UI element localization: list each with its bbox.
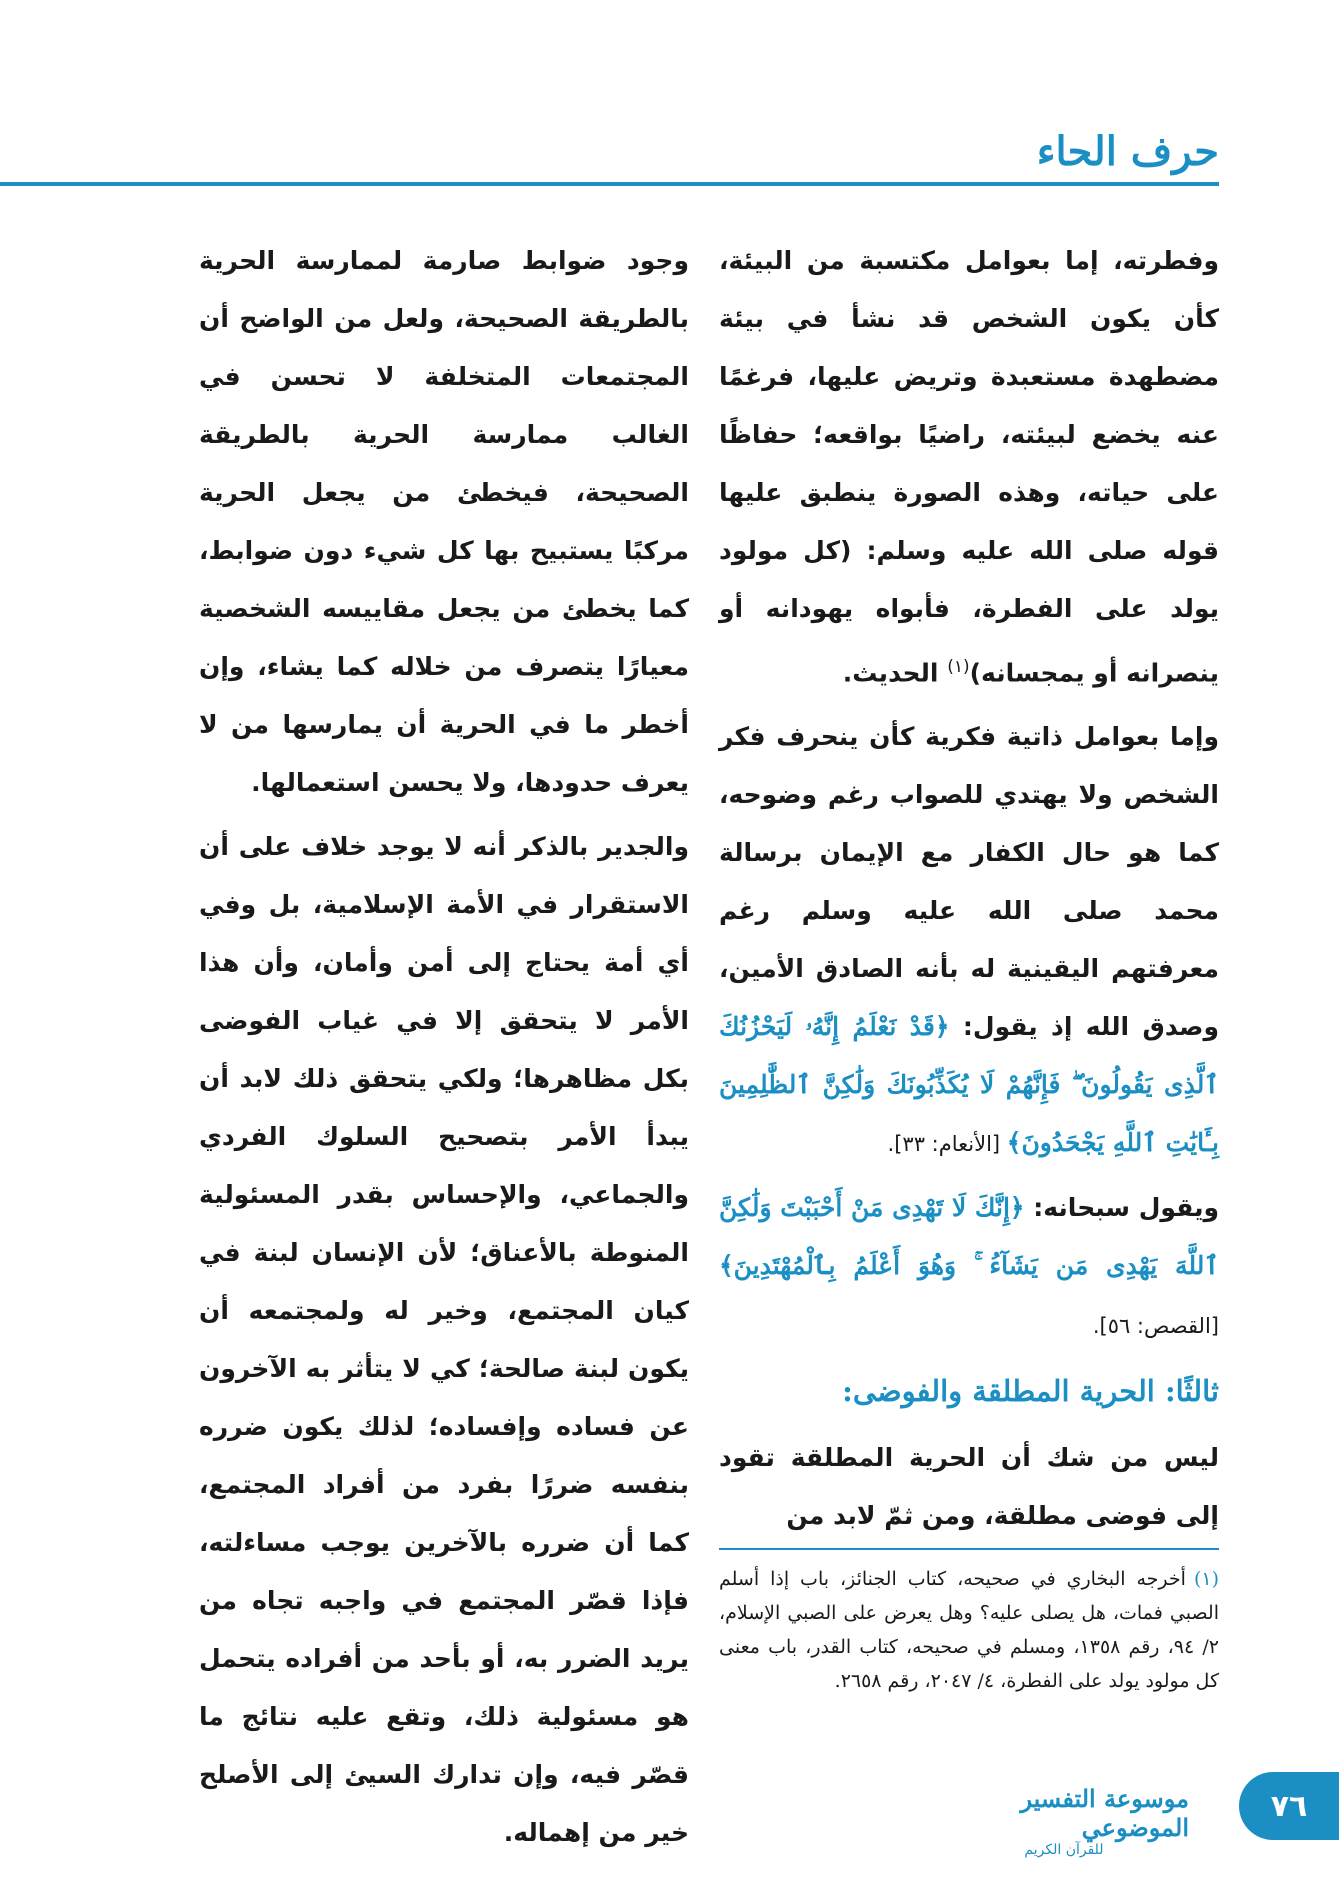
paragraph: وإما بعوامل ذاتية فكرية كأن ينحرف فكر الشخص ولا يهتدي للصواب رغم وضوحه، كما هو حال الكفار مع الإيمان برسالة محمد صلى الله عليه وسلم رغم معرفتهم اليقينية له بأنه الصادق الأمين، وصدق الله إذ يقول: ﴿قَدْ نَعْلَمُ إِنَّهُۥ لَيَحْزُنُكَ ٱلَّذِى يَقُولُونَ ۖ فَإِنَّهُمْ لَا يُكَذِّبُونَكَ وَلَٰكِنَّ ٱلظَّٰلِمِينَ بِـَٔايَٰتِ ٱللَّهِ يَجْحَدُونَ﴾ [الأنعام: ٣٣]. <box>719 722 1219 1158</box>
page-number-badge <box>1239 1772 1339 1840</box>
quran-verse: ﴿إِنَّكَ لَا تَهْدِى مَنْ أَحْبَبْتَ وَلَٰكِنَّ ٱللَّهَ يَهْدِى مَن يَشَآءُ ۚ وَهُوَ أَعْلَمُ بِٱلْمُهْتَدِينَ﴾ <box>719 1193 1219 1281</box>
left-column <box>199 232 689 1868</box>
paragraph: ويقول سبحانه: ﴿إِنَّكَ لَا تَهْدِى مَنْ أَحْبَبْتَ وَلَٰكِنَّ ٱللَّهَ يَهْدِى مَن يَشَآءُ ۚ وَهُوَ أَعْلَمُ بِٱلْمُهْتَدِينَ﴾ [القصص: ٥٦]. <box>719 1193 1219 1339</box>
footnote-number: (١) <box>1193 1568 1219 1590</box>
paragraph: والجدير بالذكر أنه لا يوجد خلاف على أن الاستقرار في الأمة الإسلامية، بل وفي أي أمة يحتاج إلى أمن وأمان، وأن هذا الأمر لا يتحقق إلا في غياب الفوضى بكل مظاهرها؛ ولكي يتحقق ذلك لابد أن يبدأ الأمر بتصحيح السلوك الفردي والجماعي، والإحساس بقدر المسئولية المنوطة بالأعناق؛ لأن الإنسان لبنة في كيان المجتمع، وخير له ولمجتمعه أن يكون لبنة صالحة؛ كي لا يتأثر به الآخرون عن فساده وإفساده؛ لذلك يكون ضرره بنفسه ضررًا بفرد من أفراد المجتمع، كما أن ضرره بالآخرين يوجب مساءلته، فإذا قصّر المجتمع في واجبه تجاه من يريد الضرر به، أو بأحد من أفراده يتحمل هو مسئولية ذلك، وتقع عليه نتائج ما قصّر فيه، وإن تدارك السيئ إلى الأصلح خير من إهماله. <box>199 832 689 1847</box>
encyclopedia-logo <box>939 1786 1189 1856</box>
logo-subtitle: للقرآن الكريم <box>1024 1842 1104 1858</box>
page-number: ٧٦ <box>1270 1788 1308 1824</box>
paragraph: وفطرته، إما بعوامل مكتسبة من البيئة، كأن يكون الشخص قد نشأ في بيئة مضطهدة مستعبدة وتريض عليها، فرغمًا عنه يخضع لبيئته، راضيًا بواقعه؛ حفاظًا على حياته، وهذه الصورة ينطبق عليها قوله صلى الله عليه وسلم: (كل مولود يولد على الفطرة، فأبواه يهودانه أو ينصرانه أو يمجسانه)$^{(١)}$ الحديث. <box>719 246 1219 688</box>
footnote-marker[interactable]: (١) <box>947 657 970 677</box>
footnote-text: أخرجه البخاري في صحيحه، كتاب الجنائز، باب إذا أسلم الصبي فمات، هل يصلى عليه؟ وهل يعرض على الصبي الإسلام، ٢/ ٩٤، رقم ١٣٥٨، ومسلم في صحيحه، كتاب القدر، باب معنى كل مولود يولد على الفطرة، ٤/ ٢٠٤٧، رقم ٢٦٥٨. <box>719 1568 1219 1692</box>
paragraph: وجود ضوابط صارمة لممارسة الحرية بالطريقة الصحيحة، ولعل من الواضح أن المجتمعات المتخلفة لا تحسن في الغالب ممارسة الحرية بالطريقة الصحيحة، فيخطئ من يجعل الحرية مركبًا يستبيح بها كل شيء دون ضوابط، كما يخطئ من يجعل مقاييسه الشخصية معيارًا يتصرف من خلاله كما يشاء، وإن أخطر ما في الحرية أن يمارسها من لا يعرف حدودها، ولا يحسن استعمالها. <box>199 246 689 797</box>
right-column <box>719 232 1219 1551</box>
quran-verse: ﴿قَدْ نَعْلَمُ إِنَّهُۥ لَيَحْزُنُكَ ٱلَّذِى يَقُولُونَ ۖ فَإِنَّهُمْ لَا يُكَذِّبُونَكَ وَلَٰكِنَّ ٱلظَّٰلِمِينَ بِـَٔايَٰتِ ٱللَّهِ يَجْحَدُونَ﴾ <box>719 1012 1219 1158</box>
page-header-title: حرف الحاء <box>1036 128 1219 175</box>
paragraph: ليس من شك أن الحرية المطلقة تقود إلى فوضى مطلقة، ومن ثمّ لابد من <box>719 1443 1219 1531</box>
section-subheading: ثالثًا: الحرية المطلقة والفوضى: <box>842 1374 1219 1409</box>
header-divider <box>0 182 1219 186</box>
verse-reference: [القصص: ٥٦]. <box>1092 1314 1219 1339</box>
verse-reference: [الأنعام: ٣٣]. <box>887 1132 1007 1157</box>
footnote <box>719 1548 1219 1698</box>
logo-title: موسوعة التفسير الموضوعي <box>1020 1784 1189 1842</box>
